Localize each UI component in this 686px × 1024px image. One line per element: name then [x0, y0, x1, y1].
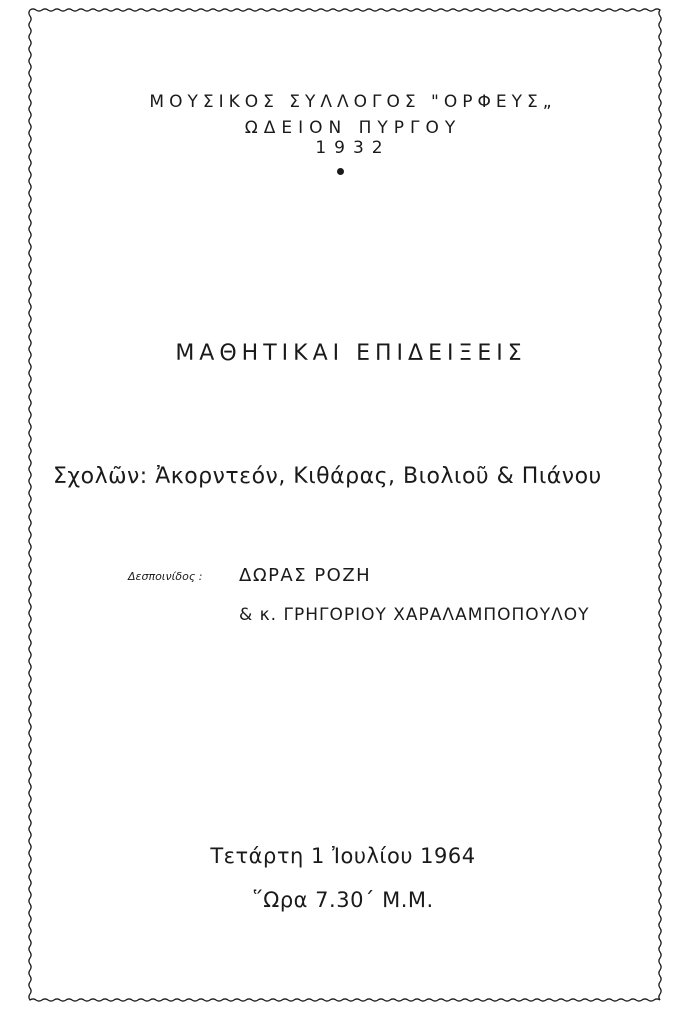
society-name: ΜΟΥΣΙΚΟΣ ΣΥΛΛΟΓΟΣ "ΟΡΦΕΥΣ„ [149, 92, 557, 112]
conservatory-name: ΩΔΕΙΟΝ ΠΥΡΓΟΥ [244, 118, 462, 138]
teacher-name-1: ΔΩΡΑΣ ΡΟΖΗ [239, 565, 372, 586]
event-date: Τετάρτη 1 Ἰουλίου 1964 [210, 844, 476, 868]
event-time: ῞Ωρα 7.30΄ Μ.Μ. [252, 888, 434, 912]
teacher-name-2: & κ. ΓΡΗΓΟΡΙΟΥ ΧΑΡΑΛΑΜΠΟΠΟΥΛΟΥ [239, 605, 590, 625]
teachers-label: Δεσποινίδος : [128, 570, 203, 583]
schools-line: Σχολῶν: Ἀκορντεόν, Κιθάρας, Βιολιοῦ & Πιάνου [53, 464, 602, 489]
founding-year: 1932 [315, 138, 391, 158]
bullet-dot [337, 168, 344, 175]
event-title: ΜΑΘΗΤΙΚΑΙ ΕΠΙΔΕΙΞΕΙΣ [175, 341, 527, 366]
